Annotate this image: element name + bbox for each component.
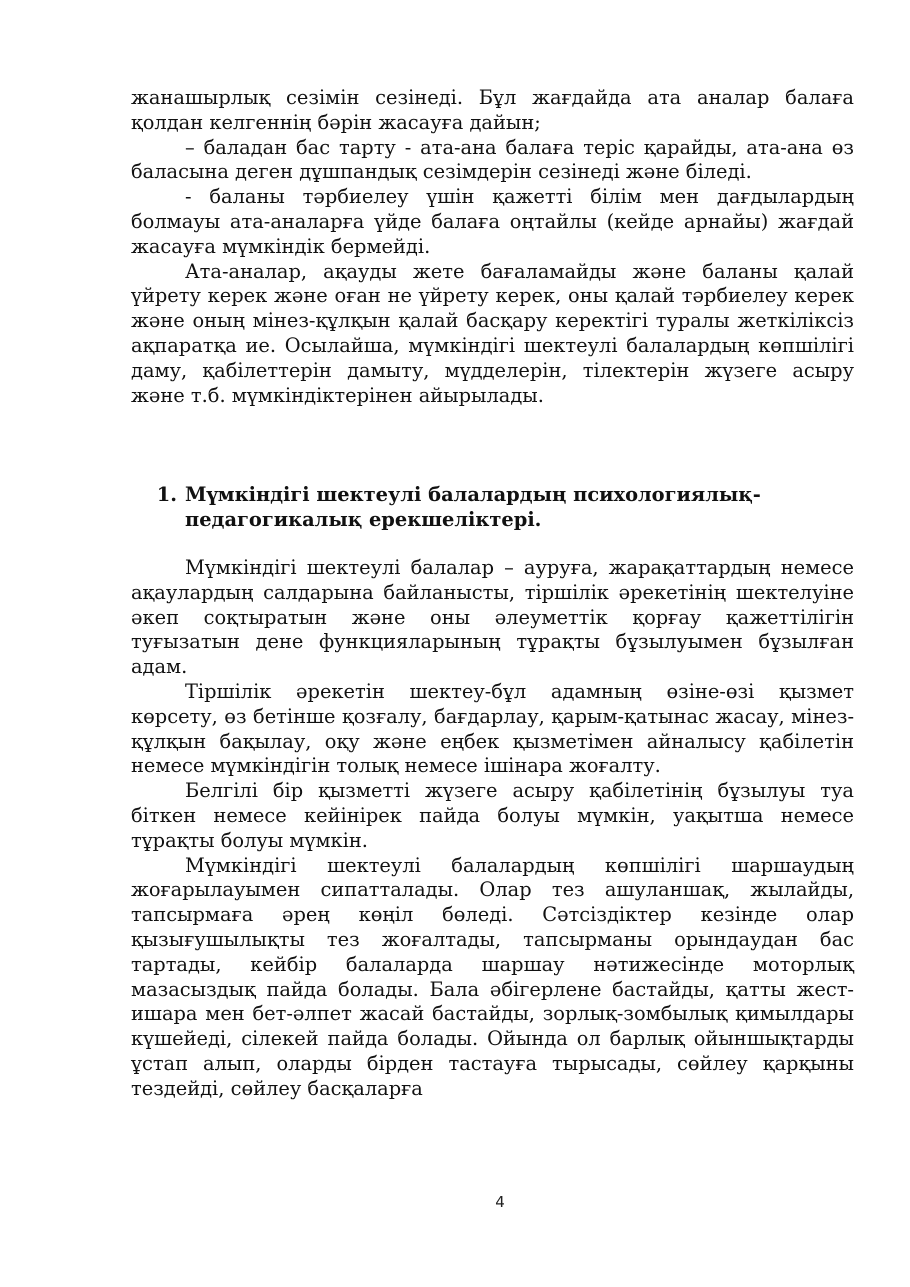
paragraph-lack-of-knowledge: - баланы тәрбиелеу үшін қажетті білім мен дағдылардың болмауы ата-аналарға үйде балаға оңтайлы (кейде арнайы) жағдай жасауға мүмкіндік бермейді. (131, 185, 854, 258)
paragraph-impairment-onset: Белгілі бір қызметті жүзеге асыру қабілетінің бұзылуы туа біткен немесе кейінірек пайда болуы мүмкін, уақытша немесе тұрақты болуы мүмкін. (131, 779, 854, 852)
paragraph-activity-limitation: Тіршілік әрекетін шектеу-бұл адамның өзіне-өзі қызмет көрсету, өз бетінше қозғалу, бағдарлау, қарым-қатынас жасау, мінез-құлқын бақылау, оқу және еңбек қызметімен айналысу қабілетін немесе мүмкіндігін толық немесе ішінара жоғалту. (131, 679, 854, 778)
paragraph-continued: жанашырлық сезімін сезінеді. Бұл жағдайда ата аналар балаға қолдан келгеннің бәрін жасауға дайын; (131, 86, 854, 134)
section-heading-number: 1. (156, 483, 177, 507)
section-heading-text: Мүмкіндігі шектеулі балалардың психологиялық-педагогикалық ерекшеліктері. (185, 483, 761, 532)
paragraph-fatigue: Мүмкіндігі шектеулі балалардың көпшілігі шаршаудың жоғарылауымен сипатталады. Олар тез ашуланшақ, жылайды, тапсырмаға әрең көңіл бөледі. Сәтсіздіктер кезінде олар қызығушылықты тез жоғалтады, тапсырманы орындаудан бас тартады, кейбір балаларда шаршау нәтижесінде моторлық мазасыздық пайда болады. Бала әбігерлене бастайды, қатты жест-ишара мен бет-әлпет жасай бастайды, зорлық-зомбылық қимылдары күшейеді, сілекей пайда болады. Ойында ол барлық ойыншықтарды ұстап алып, оларды бірден тастауға тырысады, сөйлеу қарқыны тездейді, сөйлеу басқаларға (131, 853, 854, 1100)
section-heading (131, 483, 854, 533)
paragraph-definition: Мүмкіндігі шектеулі балалар – ауруға, жарақаттардың немесе ақаулардың салдарына байланысты, тіршілік әрекетінің шектелуіне әкеп соқтыратын және оны әлеуметтік қорғау қажеттілігін туғызатын дене функцияларының тұрақты бұзылуымен бұзылған адам. (131, 555, 854, 679)
page-number: 4 (495, 1193, 505, 1211)
page-body (131, 86, 854, 1101)
paragraph-rejection: – баладан бас тарту - ата-ана балаға теріс қарайды, ата-ана өз баласына деген дұшпандық сезімдерін сезінеді және біледі. (131, 135, 854, 184)
paragraph-parents-information: Ата-аналар, ақауды жете бағаламайды және баланы қалай үйрету керек және оған не үйрету керек, оны қалай тәрбиелеу керек және оның мінез-құлқын қалай басқару керектігі туралы жеткіліксіз ақпаратқа ие. Осылайша, мүмкіндігі шектеулі балалардың көпшілігі даму, қабілеттерін дамыту, мүдделерін, тілектерін жүзеге асыру және т.б. мүмкіндіктерінен айырылады. (131, 259, 854, 407)
